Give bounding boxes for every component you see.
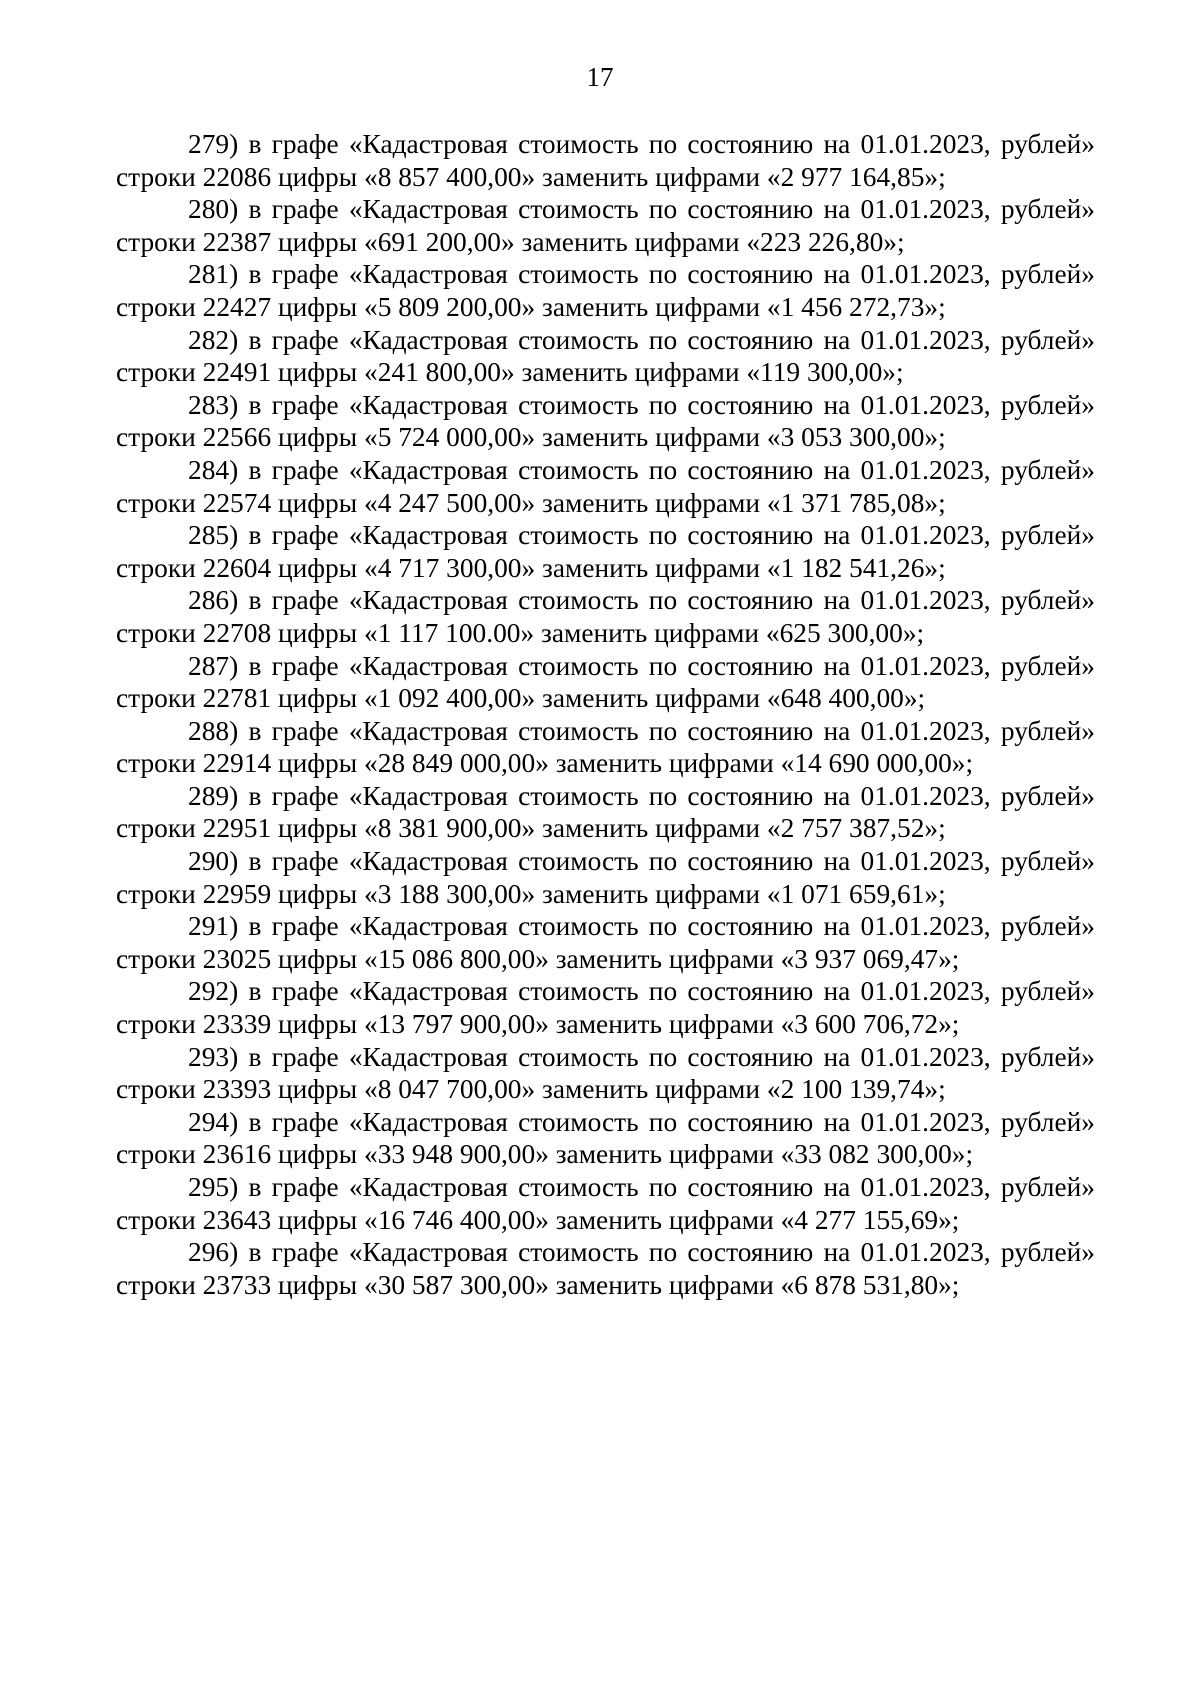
amendment-item-281: 281) в графе «Кадастровая стоимость по состоянию на 01.01.2023, рублей» строки 22427 цифры «5 809 200,00» заменить цифрами «1 456 272,73»; [116,259,1095,322]
amendment-item-283: 283) в графе «Кадастровая стоимость по состоянию на 01.01.2023, рублей» строки 22566 цифры «5 724 000,00» заменить цифрами «3 053 300,00»; [116,389,1095,453]
amendment-item-279: 279) в графе «Кадастровая стоимость по состоянию на 01.01.2023, рублей» строки 22086 цифры «8 857 400,00» заменить цифрами «2 977 164,85»; [116,129,1095,192]
amendment-item-294: 294) в графе «Кадастровая стоимость по состоянию на 01.01.2023, рублей» строки 23616 цифры «33 948 900,00» заменить цифрами «33 082 300,00»; [116,1106,1095,1170]
amendment-item-284: 284) в графе «Кадастровая стоимость по состоянию на 01.01.2023, рублей» строки 22574 цифры «4 247 500,00» заменить цифрами «1 371 785,08»; [116,454,1095,518]
amendment-item-290: 290) в графе «Кадастровая стоимость по состоянию на 01.01.2023, рублей» строки 22959 цифры «3 188 300,00» заменить цифрами «1 071 659,61»; [116,846,1095,909]
amendment-item-291: 291) в графе «Кадастровая стоимость по состоянию на 01.01.2023, рублей» строки 23025 цифры «15 086 800,00» заменить цифрами «3 937 069,47»; [116,911,1095,974]
amendment-item-292: 292) в графе «Кадастровая стоимость по состоянию на 01.01.2023, рублей» строки 23339 цифры «13 797 900,00» заменить цифрами «3 600 706,72»; [116,976,1095,1040]
page-number: 17 [586,62,614,92]
amendment-item-289: 289) в графе «Кадастровая стоимость по состоянию на 01.01.2023, рублей» строки 22951 цифры «8 381 900,00» заменить цифрами «2 757 387,52»; [116,780,1095,844]
amendment-item-280: 280) в графе «Кадастровая стоимость по состоянию на 01.01.2023, рублей» строки 22387 цифры «691 200,00» заменить цифрами «223 226,80»; [116,194,1095,257]
amendment-item-293: 293) в графе «Кадастровая стоимость по состоянию на 01.01.2023, рублей» строки 23393 цифры «8 047 700,00» заменить цифрами «2 100 139,74»; [116,1041,1095,1105]
amendment-item-285: 285) в графе «Кадастровая стоимость по состоянию на 01.01.2023, рублей» строки 22604 цифры «4 717 300,00» заменить цифрами «1 182 541,26»; [116,520,1095,583]
amendment-item-286: 286) в графе «Кадастровая стоимость по состоянию на 01.01.2023, рублей» строки 22708 цифры «1 117 100.00» заменить цифрами «625 300,00»; [116,585,1095,648]
amendment-item-295: 295) в графе «Кадастровая стоимость по состоянию на 01.01.2023, рублей» строки 23643 цифры «16 746 400,00» заменить цифрами «4 277 155,69»; [116,1172,1095,1235]
amendment-item-282: 282) в графе «Кадастровая стоимость по состоянию на 01.01.2023, рублей» строки 22491 цифры «241 800,00» заменить цифрами «119 300,00»; [116,324,1095,388]
amendment-item-296: 296) в графе «Кадастровая стоимость по состоянию на 01.01.2023, рублей» строки 23733 цифры «30 587 300,00» заменить цифрами «6 878 531,80»; [116,1237,1095,1300]
amendment-item-288: 288) в графе «Кадастровая стоимость по состоянию на 01.01.2023, рублей» строки 22914 цифры «28 849 000,00» заменить цифрами «14 690 000,00»; [116,715,1095,779]
document-body [116,128,1095,1301]
amendment-item-287: 287) в графе «Кадастровая стоимость по состоянию на 01.01.2023, рублей» строки 22781 цифры «1 092 400,00» заменить цифрами «648 400,00»; [116,650,1095,714]
